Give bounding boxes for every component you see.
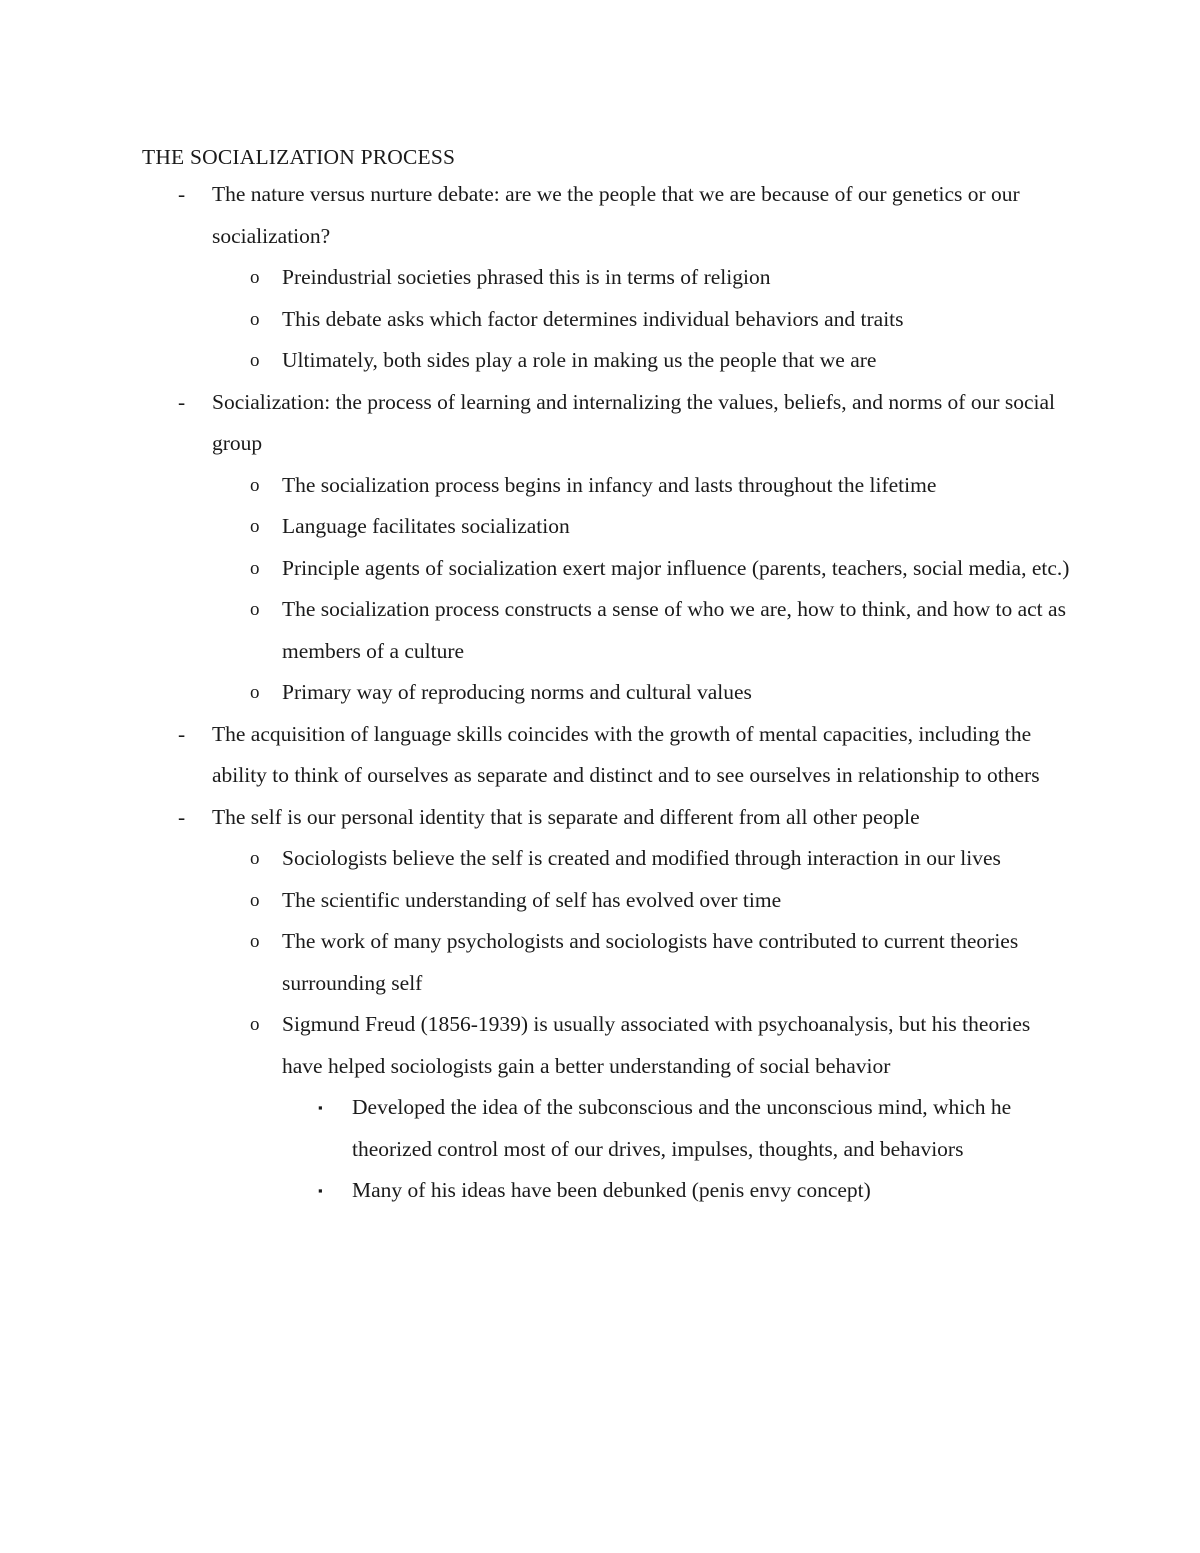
outline-item-text: The socialization process constructs a sense of who we are, how to think, and how to act as members of a culture <box>282 597 1066 663</box>
outline-item-text: The nature versus nurture debate: are we the people that we are because of our genetics or our socialization? <box>212 182 1020 248</box>
document-title: THE SOCIALIZATION PROCESS <box>142 145 456 169</box>
outline-item-level-1 <box>142 797 1072 839</box>
outline-item-level-2 <box>142 880 1072 922</box>
outline-item-text: Sigmund Freud (1856-1939) is usually associated with psychoanalysis, but his theories have helped sociologists gain a better understanding of social behavior <box>282 1012 1031 1078</box>
outline-item-level-1 <box>142 174 1072 257</box>
outline-item-text: The work of many psychologists and sociologists have contributed to current theories surrounding self <box>282 929 1019 995</box>
circle-bullet: o <box>250 599 260 620</box>
circle-bullet: o <box>250 308 260 330</box>
outline-item-text: Principle agents of socialization exert major influence (parents, teachers, social media, etc.) <box>282 555 1070 580</box>
square-bullet-icon: ▪ <box>318 1183 323 1198</box>
dash-bullet: - <box>178 804 186 829</box>
outline-item-level-2 <box>142 548 1072 590</box>
outline-item-level-1 <box>142 382 1072 465</box>
outline-item-level-2 <box>142 838 1072 880</box>
outline-item-level-3 <box>142 1087 1072 1170</box>
square-bullet-icon: ▪ <box>318 1100 323 1115</box>
outline-item-level-2 <box>142 1004 1072 1087</box>
outline-item-level-2 <box>142 672 1072 714</box>
outline-item-text: Ultimately, both sides play a role in making us the people that we are <box>282 348 877 372</box>
outline-item-text: This debate asks which factor determines individual behaviors and traits <box>282 306 904 331</box>
outline-item-text: Sociologists believe the self is created and modified through interaction in our lives <box>282 846 1001 870</box>
outline-item-level-2 <box>142 465 1072 507</box>
outline-item-level-2 <box>142 589 1072 672</box>
outline-item-text: The self is our personal identity that is separate and different from all other people <box>212 804 920 829</box>
circle-bullet: o <box>250 682 260 703</box>
outline-item-level-2 <box>142 257 1072 299</box>
dash-bullet: - <box>178 182 186 206</box>
circle-bullet: o <box>250 350 260 371</box>
circle-bullet: o <box>250 889 260 911</box>
circle-bullet: o <box>250 931 260 952</box>
outline-item-text: Many of his ideas have been debunked (penis envy concept) <box>352 1178 871 1202</box>
circle-bullet: o <box>250 1014 260 1035</box>
outline-item-text: Primary way of reproducing norms and cultural values <box>282 680 752 704</box>
outline-item-text: Developed the idea of the subconscious and the unconscious mind, which he theorized control most of our drives, impulses, thoughts, and behaviors <box>352 1095 1012 1161</box>
outline-item-text: Language facilitates socialization <box>282 514 570 538</box>
circle-bullet: o <box>250 516 260 537</box>
outline-item-level-2 <box>142 506 1072 548</box>
outline-item-text: Socialization: the process of learning and internalizing the values, beliefs, and norms of our social group <box>212 389 1056 455</box>
circle-bullet: o <box>250 474 260 496</box>
dash-bullet: - <box>178 389 186 414</box>
circle-bullet: o <box>250 557 260 579</box>
outline-item-text: The acquisition of language skills coincides with the growth of mental capacities, including the ability to think of ourselves as separate and distinct and to see ourselves in relationship to others <box>212 721 1040 787</box>
outline-item-level-2 <box>142 299 1072 341</box>
outline-item-text: The scientific understanding of self has evolved over time <box>282 887 782 912</box>
outline-item-text: Preindustrial societies phrased this is in terms of religion <box>282 265 771 289</box>
dash-bullet: - <box>178 721 186 746</box>
outline-item-level-2 <box>142 340 1072 382</box>
outline-list <box>142 174 1072 1212</box>
outline-item-text: The socialization process begins in infancy and lasts throughout the lifetime <box>282 472 937 497</box>
outline-item-level-3 <box>142 1170 1072 1212</box>
document-content <box>142 140 1072 1212</box>
circle-bullet: o <box>250 267 260 288</box>
outline-item-level-1 <box>142 714 1072 797</box>
outline-item-level-2 <box>142 921 1072 1004</box>
circle-bullet: o <box>250 848 260 869</box>
